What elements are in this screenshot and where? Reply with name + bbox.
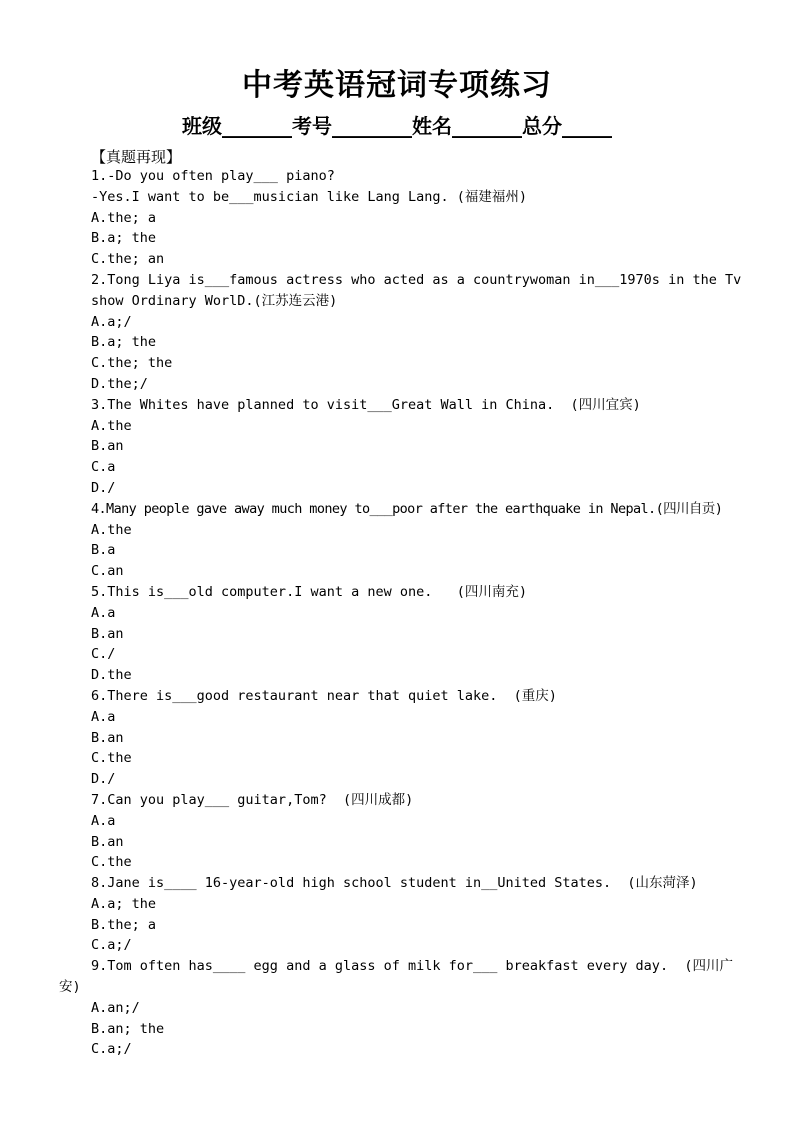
- question-7-stem: 7.Can you play___ guitar,Tom? (四川成都): [91, 791, 414, 808]
- option-line: C.a;/: [91, 1041, 132, 1058]
- option-line: C.the: [91, 854, 132, 871]
- option-line: A.a; the: [91, 895, 157, 912]
- option-line: A.a: [91, 604, 116, 621]
- option-line: A.a: [91, 812, 116, 829]
- section-heading: 【真题再现】: [91, 148, 182, 166]
- option-line: A.an;/: [91, 999, 140, 1016]
- question-1-stem: 1.-Do you often play___ piano?: [91, 168, 335, 184]
- option-line: B.a; the: [91, 230, 157, 247]
- option-line: D./: [91, 771, 116, 788]
- question-8-stem: 8.Jane is____ 16-year-old high school student in__United States. (山东菏泽): [91, 875, 698, 892]
- option-line: A.the: [91, 417, 132, 434]
- question-2-stem-cont: show Ordinary WorlD.(江苏连云港): [91, 292, 338, 309]
- question-6-stem: 6.There is___good restaurant near that quiet lake. (重庆): [91, 687, 557, 704]
- option-line: B.an: [91, 729, 124, 746]
- option-line: C.a;/: [91, 937, 132, 954]
- question-4-stem: 4.Many people gave away much money to___poor after the earthquake in Nepal.(四川自贡): [91, 500, 723, 517]
- student-info-line: 班级_______考号________姓名_______总分_____: [182, 114, 612, 138]
- option-line: A.the; a: [91, 209, 157, 226]
- option-line: B.a: [91, 542, 116, 559]
- question-9-stem: 9.Tom often has____ egg and a glass of milk for___ breakfast every day. (四川广: [91, 958, 733, 975]
- option-line: C./: [91, 646, 116, 663]
- option-line: C.a: [91, 459, 116, 476]
- option-line: B.an: [91, 833, 124, 850]
- option-line: D.the: [91, 667, 132, 684]
- page-title: 中考英语冠词专项练习: [242, 68, 552, 103]
- option-line: A.the: [91, 521, 132, 538]
- option-line: D./: [91, 479, 116, 496]
- question-1-response: -Yes.I want to be___musician like Lang Lang. (福建福州): [91, 188, 528, 205]
- question-2-stem: 2.Tong Liya is___famous actress who acted as a countrywoman in___1970s in the Tv: [91, 271, 742, 288]
- question-3-stem: 3.The Whites have planned to visit___Great Wall in China. (四川宜宾): [91, 396, 641, 413]
- option-line: B.an: [91, 438, 124, 455]
- option-line: C.the; the: [91, 355, 173, 372]
- option-line: A.a;/: [91, 313, 132, 330]
- question-5-stem: 5.This is___old computer.I want a new one. (四川南充): [91, 583, 528, 600]
- option-line: A.a: [91, 708, 116, 725]
- option-line: B.an: [91, 625, 124, 642]
- option-line: B.a; the: [91, 334, 157, 351]
- option-line: C.the; an: [91, 251, 165, 268]
- option-line: B.an; the: [91, 1020, 165, 1037]
- option-line: D.the;/: [91, 375, 148, 392]
- option-line: C.the: [91, 750, 132, 767]
- question-list: [59, 166, 742, 1060]
- question-9-stem-cont: 安): [59, 979, 81, 996]
- option-line: C.an: [91, 563, 124, 580]
- option-line: B.the; a: [91, 916, 157, 933]
